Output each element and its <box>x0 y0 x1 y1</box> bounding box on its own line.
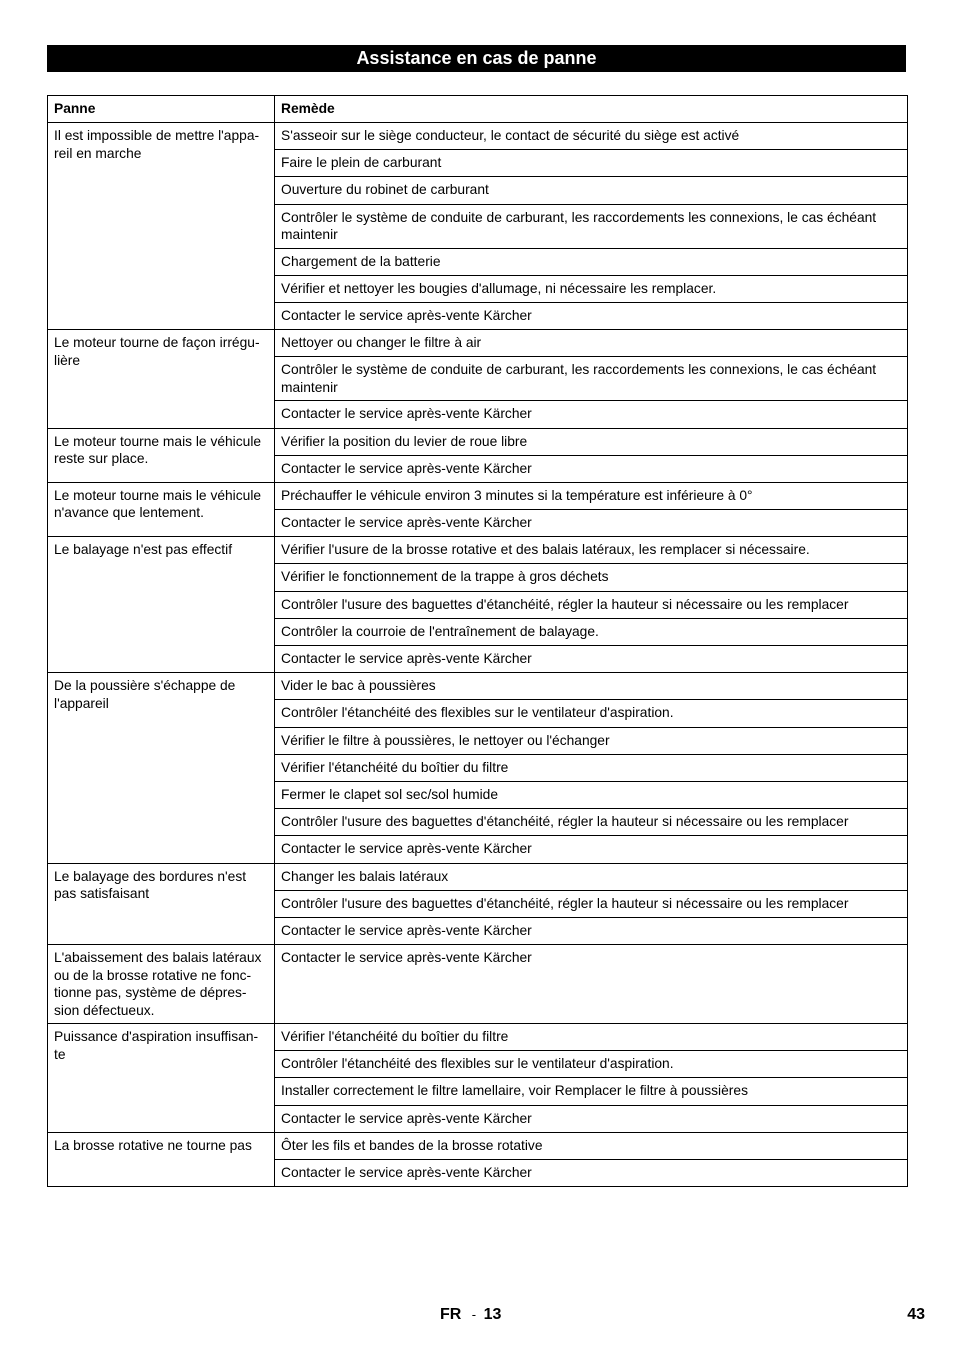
fault-table-body <box>48 123 908 1187</box>
table-row <box>48 863 908 890</box>
table-row <box>48 428 908 455</box>
table-row <box>48 123 908 150</box>
remede-cell: Installer correctement le filtre lamellaire, voir Remplacer le filtre à poussières <box>275 1078 908 1105</box>
fault-table <box>47 95 908 1187</box>
panne-cell: De la poussière s'échappe de l'appareil <box>48 673 275 863</box>
remede-cell: Ôter les fils et bandes de la brosse rotative <box>275 1132 908 1159</box>
remede-cell: S'asseoir sur le siège conducteur, le contact de sécurité du siège est activé <box>275 123 908 150</box>
remede-cell: Contacter le service après-vente Kärcher <box>275 917 908 944</box>
remede-cell: Contacter le service après-vente Kärcher <box>275 646 908 673</box>
remede-cell: Contacter le service après-vente Kärcher <box>275 1160 908 1187</box>
panne-cell: Le moteur tourne de façon irrégu-lière <box>48 330 275 428</box>
table-row <box>48 1024 908 1051</box>
table-row <box>48 945 908 1024</box>
panne-cell: La brosse rotative ne tourne pas <box>48 1132 275 1186</box>
remede-cell: Contacter le service après-vente Kärcher <box>275 1105 908 1132</box>
remede-cell: Vider le bac à poussières <box>275 673 908 700</box>
panne-cell: Le balayage n'est pas effectif <box>48 537 275 673</box>
footer-section-page: 13 <box>483 1306 502 1323</box>
panne-cell: Le balayage des bordures n'est pas satisfaisant <box>48 863 275 945</box>
page-number: 43 <box>907 1306 925 1323</box>
remede-cell: Contrôler le système de conduite de carburant, les raccordements les connexions, le cas échéant maintenir <box>275 204 908 248</box>
table-row <box>48 482 908 509</box>
remede-cell: Ouverture du robinet de carburant <box>275 177 908 204</box>
table-header-row <box>48 96 908 123</box>
remede-cell: Faire le plein de carburant <box>275 150 908 177</box>
panne-cell: Il est impossible de mettre l'appa-reil en marche <box>48 123 275 330</box>
remede-cell: Contrôler l'usure des baguettes d'étanchéité, régler la hauteur si nécessaire ou les remplacer <box>275 890 908 917</box>
remede-cell: Contrôler l'usure des baguettes d'étanchéité, régler la hauteur si nécessaire ou les remplacer <box>275 809 908 836</box>
table-row <box>48 330 908 357</box>
header-panne: Panne <box>48 96 275 123</box>
panne-cell: Puissance d'aspiration insuffisan-te <box>48 1024 275 1133</box>
remede-cell: Vérifier l'étanchéité du boîtier du filtre <box>275 754 908 781</box>
remede-cell: Changer les balais latéraux <box>275 863 908 890</box>
remede-cell: Vérifier la position du levier de roue libre <box>275 428 908 455</box>
section-title: Assistance en cas de panne <box>47 45 906 72</box>
table-row <box>48 537 908 564</box>
remede-cell: Contacter le service après-vente Kärcher <box>275 945 908 1024</box>
panne-cell: Le moteur tourne mais le véhicule reste sur place. <box>48 428 275 482</box>
header-remede: Remède <box>275 96 908 123</box>
remede-cell: Contrôler la courroie de l'entraînement de balayage. <box>275 618 908 645</box>
remede-cell: Vérifier et nettoyer les bougies d'allumage, ni nécessaire les remplacer. <box>275 275 908 302</box>
remede-cell: Fermer le clapet sol sec/sol humide <box>275 781 908 808</box>
remede-cell: Préchauffer le véhicule environ 3 minutes si la température est inférieure à 0° <box>275 482 908 509</box>
remede-cell: Vérifier l'étanchéité du boîtier du filtre <box>275 1024 908 1051</box>
footer-section <box>440 1306 501 1324</box>
remede-cell: Contrôler l'étanchéité des flexibles sur le ventilateur d'aspiration. <box>275 1051 908 1078</box>
remede-cell: Vérifier l'usure de la brosse rotative et des balais latéraux, les remplacer si nécessaire. <box>275 537 908 564</box>
remede-cell: Contrôler le système de conduite de carburant, les raccordements les connexions, le cas échéant maintenir <box>275 357 908 401</box>
remede-cell: Contacter le service après-vente Kärcher <box>275 401 908 428</box>
remede-cell: Nettoyer ou changer le filtre à air <box>275 330 908 357</box>
remede-cell: Vérifier le fonctionnement de la trappe à gros déchets <box>275 564 908 591</box>
table-row <box>48 1132 908 1159</box>
footer-sep: - <box>471 1307 477 1322</box>
remede-cell: Contacter le service après-vente Kärcher <box>275 302 908 329</box>
remede-cell: Contacter le service après-vente Kärcher <box>275 455 908 482</box>
remede-cell: Contacter le service après-vente Kärcher <box>275 836 908 863</box>
remede-cell: Contrôler l'usure des baguettes d'étanchéité, régler la hauteur si nécessaire ou les remplacer <box>275 591 908 618</box>
footer-lang: FR <box>440 1306 462 1323</box>
panne-cell: Le moteur tourne mais le véhicule n'avance que lentement. <box>48 482 275 536</box>
remede-cell: Vérifier le filtre à poussières, le nettoyer ou l'échanger <box>275 727 908 754</box>
remede-cell: Contrôler l'étanchéité des flexibles sur le ventilateur d'aspiration. <box>275 700 908 727</box>
table-row <box>48 673 908 700</box>
remede-cell: Contacter le service après-vente Kärcher <box>275 510 908 537</box>
panne-cell: L'abaissement des balais latéraux ou de la brosse rotative ne fonc-tionne pas, système de dépres-sion défectueux. <box>48 945 275 1024</box>
remede-cell: Chargement de la batterie <box>275 248 908 275</box>
